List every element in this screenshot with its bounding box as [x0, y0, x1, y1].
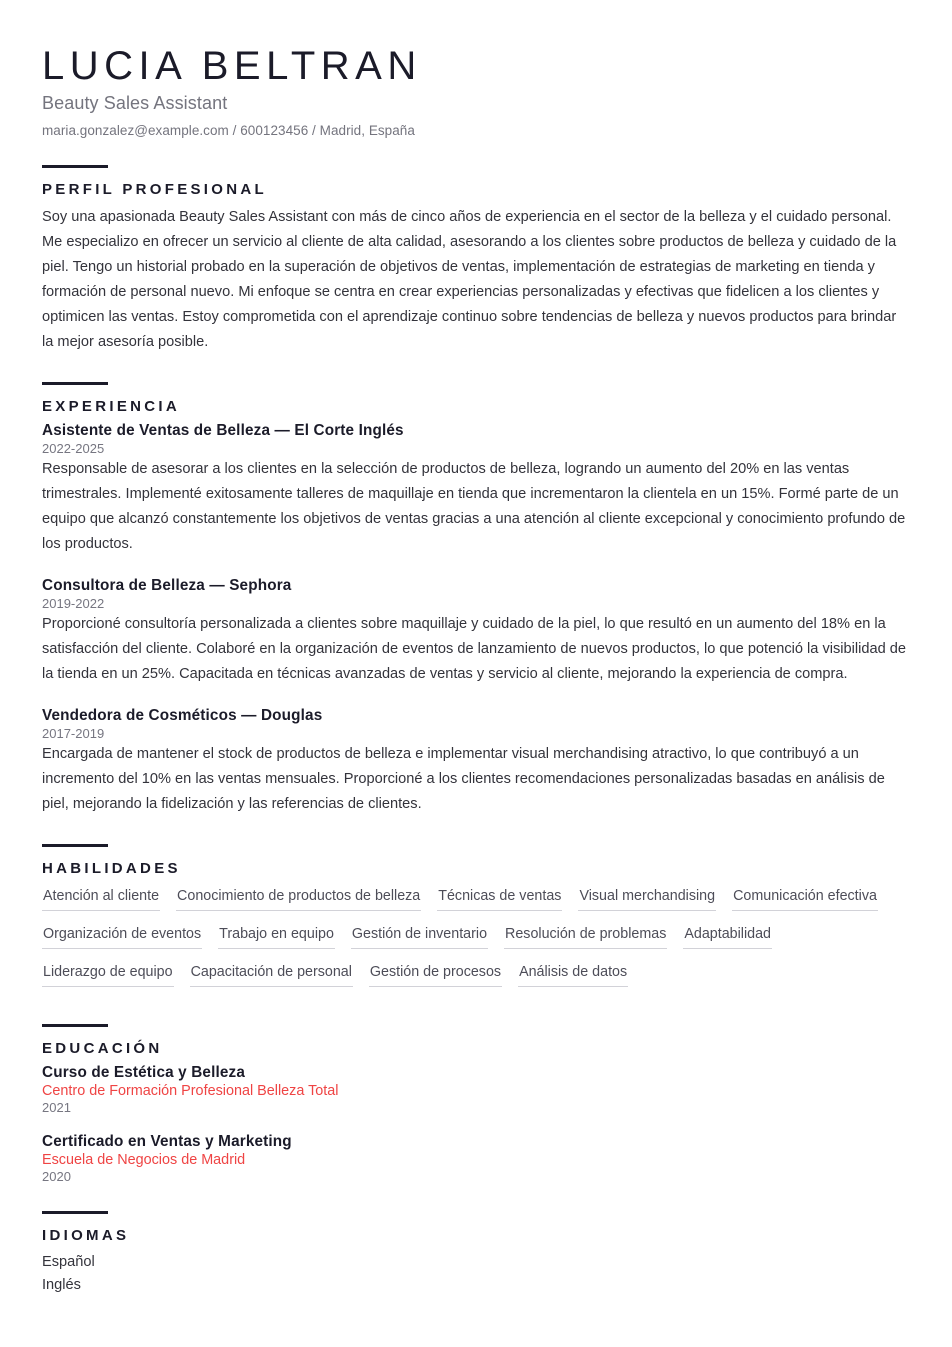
section-experience: [42, 382, 910, 817]
education-school: Centro de Formación Profesional Belleza Total: [42, 1082, 339, 1099]
skill-tag: Análisis de datos: [518, 960, 628, 987]
job-dates: 2022-2025: [42, 440, 105, 456]
language-item: Inglés: [42, 1276, 81, 1293]
contact-line: maria.gonzalez@example.com / 600123456 / Madrid, España: [42, 122, 415, 138]
skill-tag: Adaptabilidad: [683, 922, 772, 949]
section-rule: [42, 844, 108, 847]
section-title-education: EDUCACIÓN: [42, 1039, 163, 1057]
skill-tag: Trabajo en equipo: [218, 922, 335, 949]
skill-tag: Resolución de problemas: [504, 922, 667, 949]
section-title-profile: PERFIL PROFESIONAL: [42, 180, 267, 198]
section-title-languages: IDIOMAS: [42, 1226, 130, 1244]
job-description: Proporcioné consultoría personalizada a clientes sobre maquillaje y cuidado de la piel, lo que resultó en un aumento del 18% en la satisfacción del cliente. Colaboré en la organización de eventos de lanzamiento de nuevos productos, lo que potenció la visibilidad de la tienda en un 25%. Capacitada en técnicas avanzadas de ventas y servicio al cliente, mejorando la experiencia de compra.: [42, 615, 907, 682]
job-heading: Vendedora de Cosméticos — Douglas: [42, 706, 323, 724]
experience-item: [42, 577, 910, 687]
education-year: 2020: [42, 1168, 71, 1184]
skill-tag: Capacitación de personal: [190, 960, 353, 987]
section-rule: [42, 1211, 108, 1214]
skill-tag: Técnicas de ventas: [437, 884, 562, 911]
section-profile: [42, 165, 910, 355]
skill-tag: Visual merchandising: [578, 884, 716, 911]
skill-tag: Conocimiento de productos de belleza: [176, 884, 421, 911]
section-title-experience: EXPERIENCIA: [42, 397, 180, 415]
profile-text: Soy una apasionada Beauty Sales Assistant con más de cinco años de experiencia en el sector de la belleza y el cuidado personal. Me especializo en ofrecer un servicio al cliente de alta calidad, asesorando a los clientes sobre productos de belleza y cuidado de la piel. Tengo un historial probado en la superación de objetivos de ventas, implementación de estrategias de marketing en tienda y formación de personal nuevo. Mi enfoque se centra en crear experiencias personalizadas y efectivas que fidelicen a los clientes y optimicen las ventas. Estoy comprometida con el aprendizaje continuo sobre tendencias de belleza y nuevos productos para brindar la mejor asesoría posible.: [42, 208, 897, 350]
skill-tag: Gestión de inventario: [351, 922, 488, 949]
experience-item: [42, 707, 910, 817]
resume-header: [42, 44, 910, 138]
skill-tag: Atención al cliente: [42, 884, 160, 911]
experience-item: [42, 422, 910, 557]
section-title-skills: HABILIDADES: [42, 859, 181, 877]
language-item: Español: [42, 1253, 95, 1270]
education-year: 2021: [42, 1099, 71, 1115]
education-degree: Curso de Estética y Belleza: [42, 1063, 245, 1081]
candidate-job-title: Beauty Sales Assistant: [42, 92, 228, 113]
job-heading: Asistente de Ventas de Belleza — El Corte Inglés: [42, 421, 404, 439]
job-dates: 2017-2019: [42, 725, 105, 741]
skills-list: [42, 884, 910, 998]
job-heading: Consultora de Belleza — Sephora: [42, 576, 292, 594]
education-degree: Certificado en Ventas y Marketing: [42, 1132, 292, 1150]
section-rule: [42, 382, 108, 385]
section-rule: [42, 165, 108, 168]
education-school: Escuela de Negocios de Madrid: [42, 1151, 246, 1168]
section-education: [42, 1024, 910, 1184]
job-description: Encargada de mantener el stock de productos de belleza e implementar visual merchandising atractivo, lo que contribuyó a un incremento del 10% en las ventas mensuales. Proporcioné a los clientes recomendaciones personalizadas basadas en análisis de piel, mejorando la fidelización y las referencias de clientes.: [42, 745, 885, 812]
skill-tag: Comunicación efectiva: [732, 884, 878, 911]
candidate-name: LUCIA BELTRAN: [42, 44, 422, 88]
job-description: Responsable de asesorar a los clientes en la selección de productos de belleza, logrando un aumento del 20% en las ventas trimestrales. Implementé exitosamente talleres de maquillaje en tienda que incrementaron la clientela en un 15%. Formé parte de un equipo que alcanzó constantemente los objetivos de ventas gracias a una atención al cliente excepcional y conocimiento profundo de los productos.: [42, 460, 906, 552]
education-item: [42, 1133, 910, 1184]
section-languages: [42, 1211, 910, 1297]
education-item: [42, 1064, 910, 1115]
skill-tag: Gestión de procesos: [369, 960, 502, 987]
skill-tag: Organización de eventos: [42, 922, 202, 949]
skill-tag: Liderazgo de equipo: [42, 960, 174, 987]
section-rule: [42, 1024, 108, 1027]
job-dates: 2019-2022: [42, 595, 105, 611]
section-skills: [42, 844, 910, 998]
